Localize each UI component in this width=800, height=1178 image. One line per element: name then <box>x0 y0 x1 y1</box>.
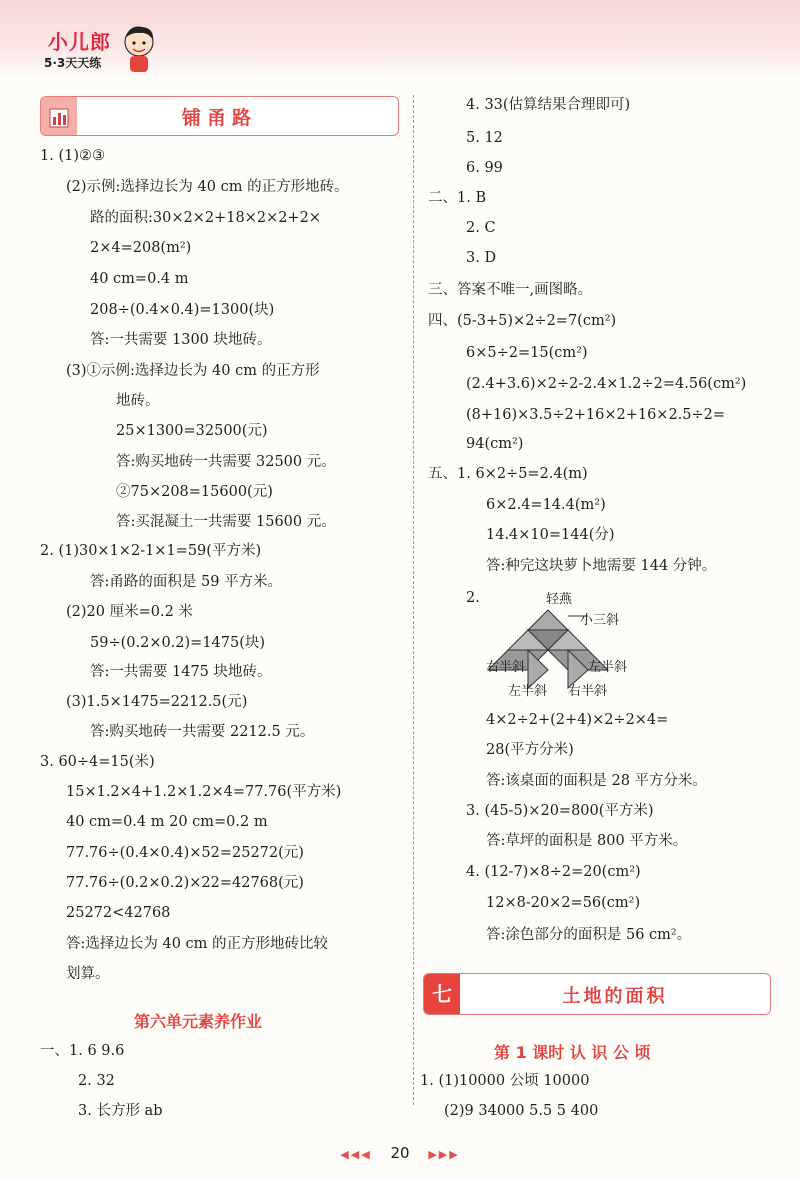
mascot-icon <box>120 22 158 74</box>
answer-line: 77.76÷(0.2×0.2)×22=42768(元) <box>66 875 304 891</box>
answer-line: 4×2÷2+(2+4)×2÷2×4= <box>486 712 669 728</box>
answer-line: 答:种完这块萝卜地需要 144 分钟。 <box>486 558 717 574</box>
answer-line: 划算。 <box>66 966 110 982</box>
answer-line: 答:购买地砖一共需要 2212.5 元。 <box>90 724 315 740</box>
banner-title: 铺甬路 <box>181 107 257 129</box>
answer-line: 2. C <box>466 220 496 236</box>
logo-series: 5·3天天练 <box>44 56 102 70</box>
answer-line: 12×8-20×2=56(cm²) <box>486 895 641 911</box>
answer-line: 1. (1)10000 公顷 10000 <box>420 1073 590 1089</box>
logo-brand: 小儿郎 <box>48 30 111 54</box>
answer-line: 2. 32 <box>78 1073 115 1089</box>
figure-label: 小三斜 <box>580 613 620 628</box>
brand-logo <box>40 22 160 74</box>
answer-line: (2)示例:选择边长为 40 cm 的正方形地砖。 <box>66 179 349 195</box>
answer-line: 2. <box>466 590 480 606</box>
column-divider <box>413 95 414 1105</box>
answer-line: 3. D <box>466 250 497 266</box>
answer-line: 208÷(0.4×0.4)=1300(块) <box>90 302 275 318</box>
next-arrows-icon: ▶▶▶ <box>428 1148 460 1161</box>
banner-title: 土地的面积 <box>562 986 668 1007</box>
section-banner-paving <box>40 96 399 136</box>
answer-line: 四、(5-3+5)×2÷2=7(cm²) <box>428 313 617 329</box>
answer-line: 1. (1)②③ <box>40 148 105 164</box>
answer-line: 25272<42768 <box>66 905 171 921</box>
answer-line: 15×1.2×4+1.2×1.2×4=77.76(平方米) <box>66 784 342 800</box>
figure-label: 左半斜 <box>588 660 628 675</box>
unit-number: 七 <box>424 974 460 1014</box>
lesson-title: 第 1 课时 认 识 公 顷 <box>494 1043 651 1062</box>
answer-line: 3. (45-5)×20=800(平方米) <box>466 803 654 819</box>
answer-line: 答:选择边长为 40 cm 的正方形地砖比较 <box>66 936 329 952</box>
swallow-figure <box>484 588 644 702</box>
page-footer <box>0 1144 800 1162</box>
answer-line: 一、1. 6 9.6 <box>40 1043 125 1059</box>
section-banner-land-area <box>423 973 771 1015</box>
answer-line: 40 cm=0.4 m 20 cm=0.2 m <box>66 814 268 830</box>
page-number: 20 <box>390 1144 410 1162</box>
answer-line: 3. 长方形 ab <box>78 1103 163 1119</box>
answer-line: 40 cm=0.4 m <box>90 271 189 287</box>
answer-line: 2. (1)30×1×2-1×1=59(平方米) <box>40 543 262 559</box>
answer-line: 答:草坪的面积是 800 平方米。 <box>486 833 688 849</box>
answer-line: 4. 33(估算结果合理即可) <box>466 97 631 113</box>
figure-label: 左半斜 <box>508 684 548 699</box>
answer-line: 答:一共需要 1300 块地砖。 <box>90 332 272 348</box>
answer-line: 答:一共需要 1475 块地砖。 <box>90 664 272 680</box>
answer-line: 3. 60÷4=15(米) <box>40 754 155 770</box>
answer-line: 6. 99 <box>466 160 503 176</box>
answer-line: 二、1. B <box>428 190 487 206</box>
answer-line: 答:该桌面的面积是 28 平方分米。 <box>486 773 708 789</box>
answer-line: (3)①示例:选择边长为 40 cm 的正方形 <box>66 363 320 379</box>
answer-line: 25×1300=32500(元) <box>116 423 268 439</box>
answer-line: 77.76÷(0.4×0.4)×52=25272(元) <box>66 845 304 861</box>
answer-line: (2)20 厘米=0.2 米 <box>66 604 193 620</box>
answer-line: 答:甬路的面积是 59 平方米。 <box>90 574 283 590</box>
answer-line: 4. (12-7)×8÷2=20(cm²) <box>466 864 641 880</box>
answer-line: 五、1. 6×2÷5=2.4(m) <box>428 466 588 482</box>
figure-label: 轻燕 <box>546 592 573 607</box>
answer-line: 三、答案不唯一,画图略。 <box>428 282 593 298</box>
answer-line: 94(cm²) <box>466 436 524 452</box>
answer-line: 答:买混凝土一共需要 15600 元。 <box>116 514 336 530</box>
answer-line: ②75×208=15600(元) <box>116 484 273 500</box>
answer-line: 14.4×10=144(分) <box>486 527 615 543</box>
answer-line: (2)9 34000 5.5 5 400 <box>444 1103 599 1119</box>
answer-line: 2×4=208(m²) <box>90 240 192 256</box>
answer-line: (3)1.5×1475=2212.5(元) <box>66 694 248 710</box>
answer-line: 5. 12 <box>466 130 503 146</box>
answer-line: 答:购买地砖一共需要 32500 元。 <box>116 454 336 470</box>
answer-line: (8+16)×3.5÷2+16×2+16×2.5÷2= <box>466 407 726 423</box>
answer-line: 6×5÷2=15(cm²) <box>466 345 588 361</box>
figure-label: 右半斜 <box>486 660 526 675</box>
answer-line: 路的面积:30×2×2+18×2×2+2× <box>90 210 321 226</box>
answer-line: 地砖。 <box>116 393 160 409</box>
unit-title: 第六单元素养作业 <box>134 1012 263 1031</box>
answer-line: 28(平方分米) <box>486 742 574 758</box>
prev-arrows-icon: ◀◀◀ <box>340 1148 372 1161</box>
answer-line: 答:涂色部分的面积是 56 cm²。 <box>486 927 692 943</box>
answer-line: 59÷(0.2×0.2)=1475(块) <box>90 635 266 651</box>
answer-line: (2.4+3.6)×2÷2-2.4×1.2÷2=4.56(cm²) <box>466 376 747 392</box>
answer-line: 6×2.4=14.4(m²) <box>486 497 606 513</box>
figure-label: 右半斜 <box>568 684 608 699</box>
